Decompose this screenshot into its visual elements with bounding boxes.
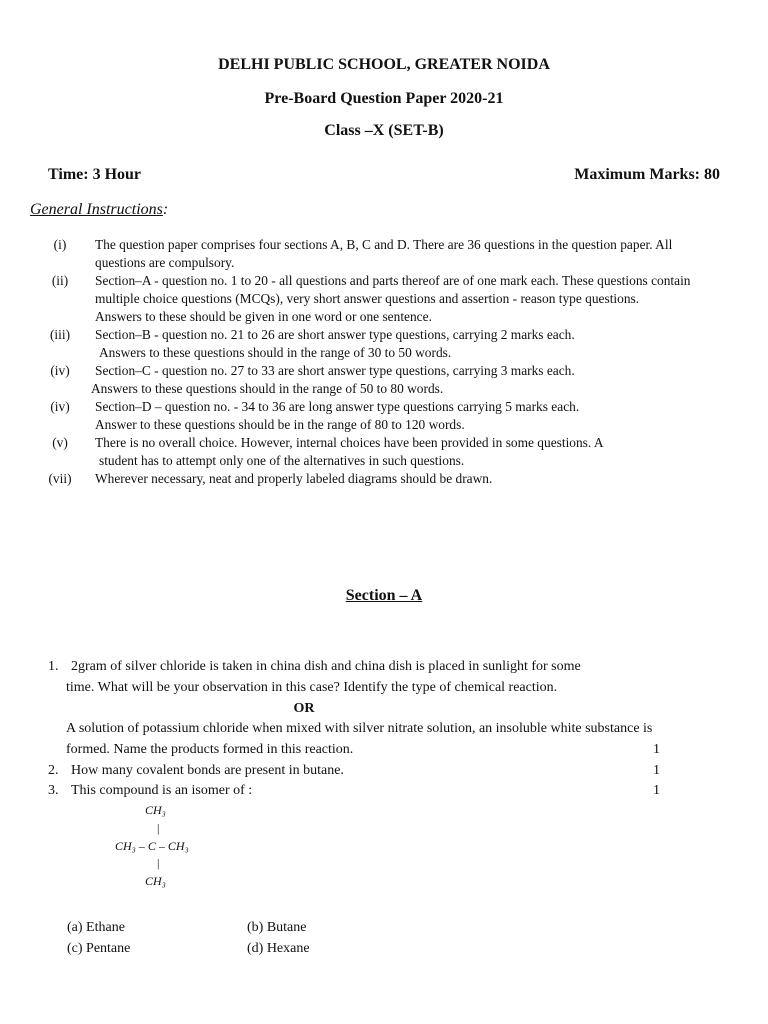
question-number: 1. [48, 659, 59, 674]
instruction-text: Wherever necessary, neat and properly labeled diagrams should be drawn. [95, 471, 493, 486]
instruction-text: Section–A - question no. 1 to 20 - all questions and parts thereof are of one mark each. These questions contain [95, 273, 691, 288]
instruction-number: (v) [52, 435, 68, 450]
instructions-heading-colon: : [162, 201, 169, 218]
class-set: Class –X (SET-B) [324, 122, 444, 139]
instruction-number: (vii) [48, 471, 72, 486]
instruction-text: Answers to these should be given in one word or one sentence. [95, 309, 432, 324]
instruction-text: Section–D – question no. - 34 to 36 are long answer type questions carrying 5 marks each. [95, 399, 580, 414]
option-c: (c) Pentane [67, 941, 131, 956]
formula-bottom-group: CH₃ [145, 874, 166, 888]
formula-bond-top: | [157, 821, 160, 835]
instruction-text: Answers to these questions should in the range of 50 to 80 words. [91, 381, 444, 396]
instruction-number: (iii) [49, 327, 71, 342]
instruction-text: Answer to these questions should be in the range of 80 to 120 words. [95, 417, 465, 432]
instructions-heading [30, 201, 168, 219]
formula-main-chain: CH₃ – C – CH₃ [115, 839, 189, 853]
instruction-number: (ii) [51, 273, 69, 288]
question-text: time. What will be your observation in this case? Identify the type of chemical reaction. [66, 680, 558, 695]
instruction-number: (i) [53, 237, 67, 252]
instructions-heading-text: General Instructions [30, 201, 163, 218]
instruction-text: Section–C - question no. 27 to 33 are short answer type questions, carrying 3 marks each. [95, 363, 575, 378]
time-allowed: Time: 3 Hour [48, 166, 142, 183]
question-marks: 1 [653, 783, 660, 798]
instruction-text: The question paper comprises four sections A, B, C and D. There are 36 questions in the question paper. All [95, 237, 673, 252]
instruction-number: (iv) [50, 399, 70, 414]
instruction-text: Answers to these questions should in the range of 30 to 50 words. [99, 345, 452, 360]
formula-bond-bottom: | [157, 856, 160, 870]
section-title [0, 587, 768, 605]
maximum-marks: Maximum Marks: 80 [574, 166, 720, 183]
instruction-text: There is no overall choice. However, internal choices have been provided in some questions. A [95, 435, 604, 450]
instruction-text: Section–B - question no. 21 to 26 are short answer type questions, carrying 2 marks each. [95, 327, 575, 342]
paper-title: Pre-Board Question Paper 2020-21 [264, 90, 504, 107]
instruction-number: (iv) [50, 363, 70, 378]
question-text: This compound is an isomer of : [71, 783, 253, 798]
option-b: (b) Butane [247, 920, 307, 935]
school-name: DELHI PUBLIC SCHOOL, GREATER NOIDA [218, 56, 550, 73]
question-text: A solution of potassium chloride when mixed with silver nitrate solution, an insoluble white substance is [66, 721, 653, 736]
question-text: formed. Name the products formed in this reaction. [66, 742, 354, 757]
instruction-text: questions are compulsory. [95, 255, 235, 270]
question-number: 3. [48, 783, 59, 798]
option-d: (d) Hexane [247, 941, 310, 956]
question-text: 2gram of silver chloride is taken in china dish and china dish is placed in sunlight for some [71, 659, 581, 674]
formula-top-group: CH₃ [145, 803, 166, 817]
section-title-text: Section – A [345, 587, 423, 604]
question-marks: 1 [653, 763, 660, 778]
instruction-text: student has to attempt only one of the alternatives in such questions. [99, 453, 465, 468]
question-number: 2. [48, 763, 59, 778]
option-a: (a) Ethane [67, 920, 125, 935]
question-marks: 1 [653, 742, 660, 757]
instruction-text: multiple choice questions (MCQs), very short answer questions and assertion - reason type questions. [95, 291, 640, 306]
or-separator: OR [293, 701, 315, 716]
question-text: How many covalent bonds are present in butane. [71, 763, 344, 778]
